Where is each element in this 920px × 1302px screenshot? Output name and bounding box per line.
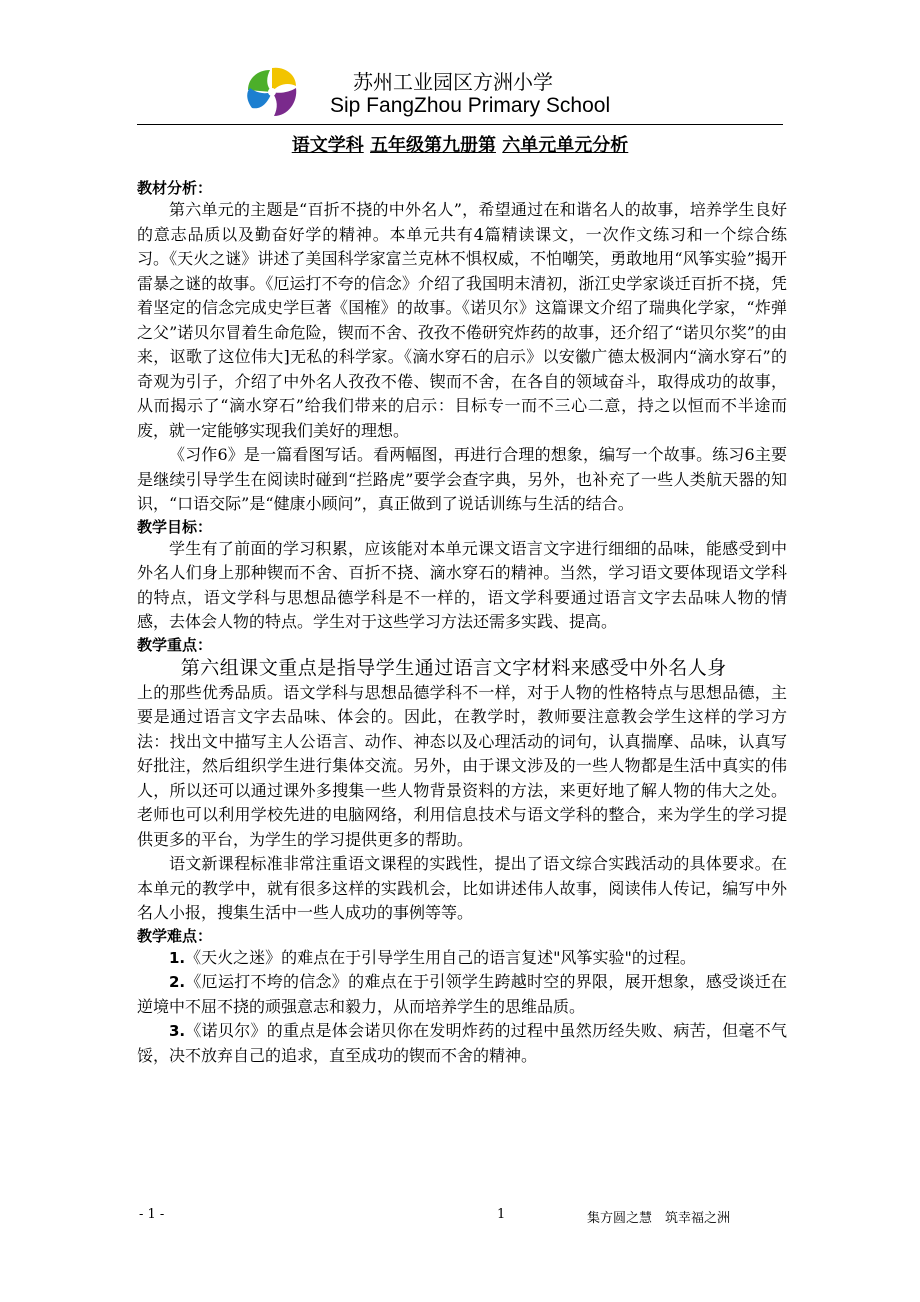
section-heading-difficulties: 教学难点：: [137, 926, 213, 945]
section-heading-analysis: 教材分析：: [137, 179, 213, 197]
school-name-cn: 苏州工业园区方洲小学: [353, 70, 553, 94]
key-points-lead-line: 第六组课文重点是指导学生通过语言文字材料来感受中外名人身: [180, 656, 727, 679]
logo-green-petal: [248, 70, 272, 92]
goals-paragraph: 学生有了前面的学习积累，应该能对本单元课文语言文字进行细细的品味，能感受到中外名人们身上那种锲而不舍、百折不挠、滴水穿石的精神。当然，学习语文要体现语文学科的特点，语文学科与思想品德学科是不一样的，语文学科要通过语言文字去品味人物的情感，去体会人物的特点。学生对于这些学习方法还需多实践、提高。: [137, 538, 787, 631]
footer-page-number: 1: [497, 1207, 506, 1222]
key-points-paragraph-2: 语文新课程标准非常注重语文课程的实践性，提出了语文综合实践活动的具体要求。在本单元的教学中，就有很多这样的实践机会，比如讲述伟人故事，阅读伟人传记，编写中外名人小报，搜集生活中一些人成功的事例等等。: [137, 854, 787, 922]
logo-yellow-petal: [272, 68, 296, 92]
title-grade: 五年级第九册第: [370, 135, 496, 156]
header-divider: [137, 124, 783, 125]
section-heading-goals: 教学目标：: [137, 517, 213, 536]
analysis-paragraph-2: 《习作6》是一篇看图写话。看两幅图，再进行合理的想象，编写一个故事。练习6主要是继续引导学生在阅读时碰到“拦路虎”要学会查字典，另外，也补充了一些人类航天器的知识，“口语交际”是“健康小顾问”，真正做到了说话训练与生活的结合。: [137, 445, 787, 513]
title-unit: 六单元单元分析: [502, 135, 629, 156]
analysis-paragraph-1: 第六单元的主题是“百折不挠的中外名人”，希望通过在和谐名人的故事，培养学生良好的意志品质以及勤奋好学的精神。本单元共有4篇精读课文，一次作文练习和一个综合练习。《天火之谜》讲述了美国科学家富兰克林不惧权威，不怕嘲笑，勇敢地用“风筝实验”揭开雷暴之谜的故事。《厄运打不夸的信念》介绍了我国明末清初，浙江史学家谈迁百折不挠，凭着坚定的信念完成史学巨著《国榷》的故事。《诺贝尔》这篇课文介绍了瑞典化学家，“炸弹之父”诺贝尔冒着生命危险，锲而不舍、孜孜不倦研究炸药的故事，还介绍了“诺贝尔奖”的由来，讴歌了这位伟大]无私的科学家。《滴水穿石的启示》以安徽广德太极洞内“滴水穿石”的奇观为引子，介绍了中外名人孜孜不倦、锲而不舍，在各自的领域奋斗，取得成功的故事，从而揭示了“滴水穿石”给我们带来的启示：目标专一而不三心二意，持之以恒而不半途而废，就一定能够实现我们美好的理想。: [137, 200, 787, 440]
document-body: [137, 178, 787, 1068]
page-title: [0, 131, 920, 157]
footer-motto: 集方圆之慧 筑幸福之洲: [587, 1211, 731, 1226]
difficulty-item: 2.《厄运打不垮的信念》的难点在于引领学生跨越时空的界限，展开想象，感受谈迁在逆境中不屈不挠的顽强意志和毅力，从而培养学生的思维品质。: [137, 972, 787, 1016]
page-header: [137, 60, 783, 126]
difficulty-item: 3.《诺贝尔》的重点是体会诺贝你在发明炸药的过程中虽然历经失败、病苦，但毫不气馁，决不放弃自己的追求，直至成功的锲而不舍的精神。: [137, 1021, 787, 1065]
section-heading-key-points: 教学重点：: [137, 635, 213, 654]
school-name-en: Sip FangZhou Primary School: [330, 94, 611, 117]
school-logo: [244, 64, 300, 120]
difficulty-item: 1.《天火之迷》的难点在于引导学生用自己的语言复述"风筝实验"的过程。: [169, 947, 696, 967]
title-subject: 语文学科: [291, 135, 364, 156]
key-points-paragraph-1: 上的那些优秀品质。语文学科与思想品德学科不一样，对于人物的性格特点与思想品德，主要是通过语言文字去品味、体会的。因此，在教学时，教师要注意教会学生这样的学习方法：找出文中描写主人公语言、动作、神态以及心理活动的词句，认真揣摩、品味，认真写好批注，然后组织学生进行集体交流。另外，由于课文涉及的一些人物都是生活中真实的伟人，所以还可以通过课外多搜集一些人物背景资料的方法，来更好地了解人物的伟大之处。老师也可以利用学校先进的电脑网络，利用信息技术与语文学科的整合，来为学生的学习提供更多的平台，为学生的学习提供更多的帮助。: [137, 682, 787, 849]
footer-page-marker: - 1 -: [139, 1207, 165, 1222]
